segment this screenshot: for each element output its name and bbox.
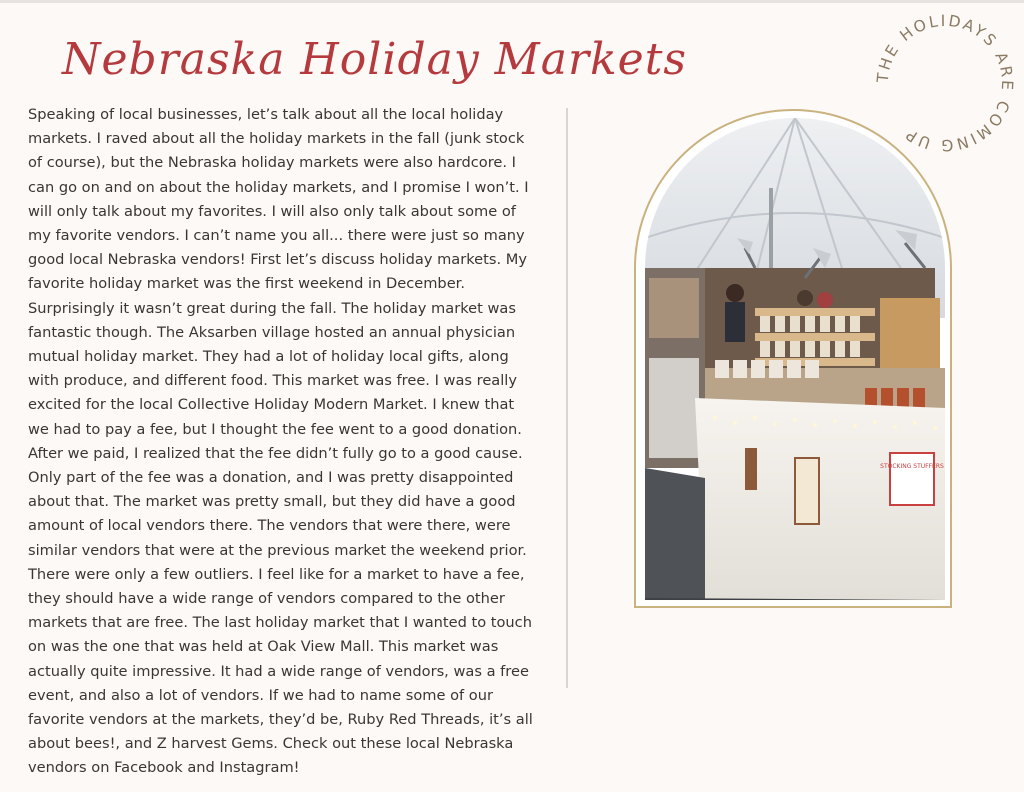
column-divider	[566, 108, 568, 688]
svg-text:THE HOLIDAYS ARE COMING UP	[874, 12, 1017, 154]
holidays-coming-stamp	[870, 8, 1020, 158]
market-photo-illustration	[645, 118, 945, 600]
market-photo	[645, 118, 945, 600]
photo-sign-text: STOCKING STUFFERS	[880, 463, 944, 470]
article-body: Speaking of local businesses, let’s talk about all the local holiday markets. I raved about all the holiday markets in the fall (junk stock of course), but the Nebraska holiday markets were also hardcore. I can go on and on about the holiday markets, and I promise I won’t. I will only talk about my favorites. I will also only talk about some of my favorite vendors. I can’t name you all... there were just so many good local Nebraska vendors! First let’s discuss holiday markets. My favorite holiday market was the first weekend in December. Surprisingly it wasn’t great during the fall. The holiday market was fantastic though. The Aksarben village hosted an annual physician mutual holiday market. They had a lot of holiday local gifts, along with produce, and different food. This market was free. I was really excited for the local Collective Holiday Modern Market. I knew that we had to pay a fee, but I thought the fee went to a good donation. After we paid, I realized that the fee didn’t fully go to a good cause. Only part of the fee was a donation, and I was pretty disappointed about that. The market was pretty small, but they did have a good amount of local vendors there. The vendors that were there, were similar vendors that were at the previous market the weekend prior. There were only a few outliers. I feel like for a market to have a fee, they should have a wide range of vendors compared to the other markets that are free. The last holiday market that I wanted to touch on was the one that was held at Oak View Mall. This market was actually quite impressive. It had a wide range of vendors, was a free event, and also a lot of vendors. If we had to name some of our favorite vendors at the markets, they’d be, Ruby Red Threads, it’s all about bees!, and Z harvest Gems. Check out these local Nebraska vendors on Facebook and Instagram!	[28, 106, 533, 777]
page-title: Nebraska Holiday Markets	[62, 34, 687, 85]
top-border	[0, 0, 1024, 3]
stamp-text: THE HOLIDAYS ARE COMING UP	[873, 11, 1017, 155]
